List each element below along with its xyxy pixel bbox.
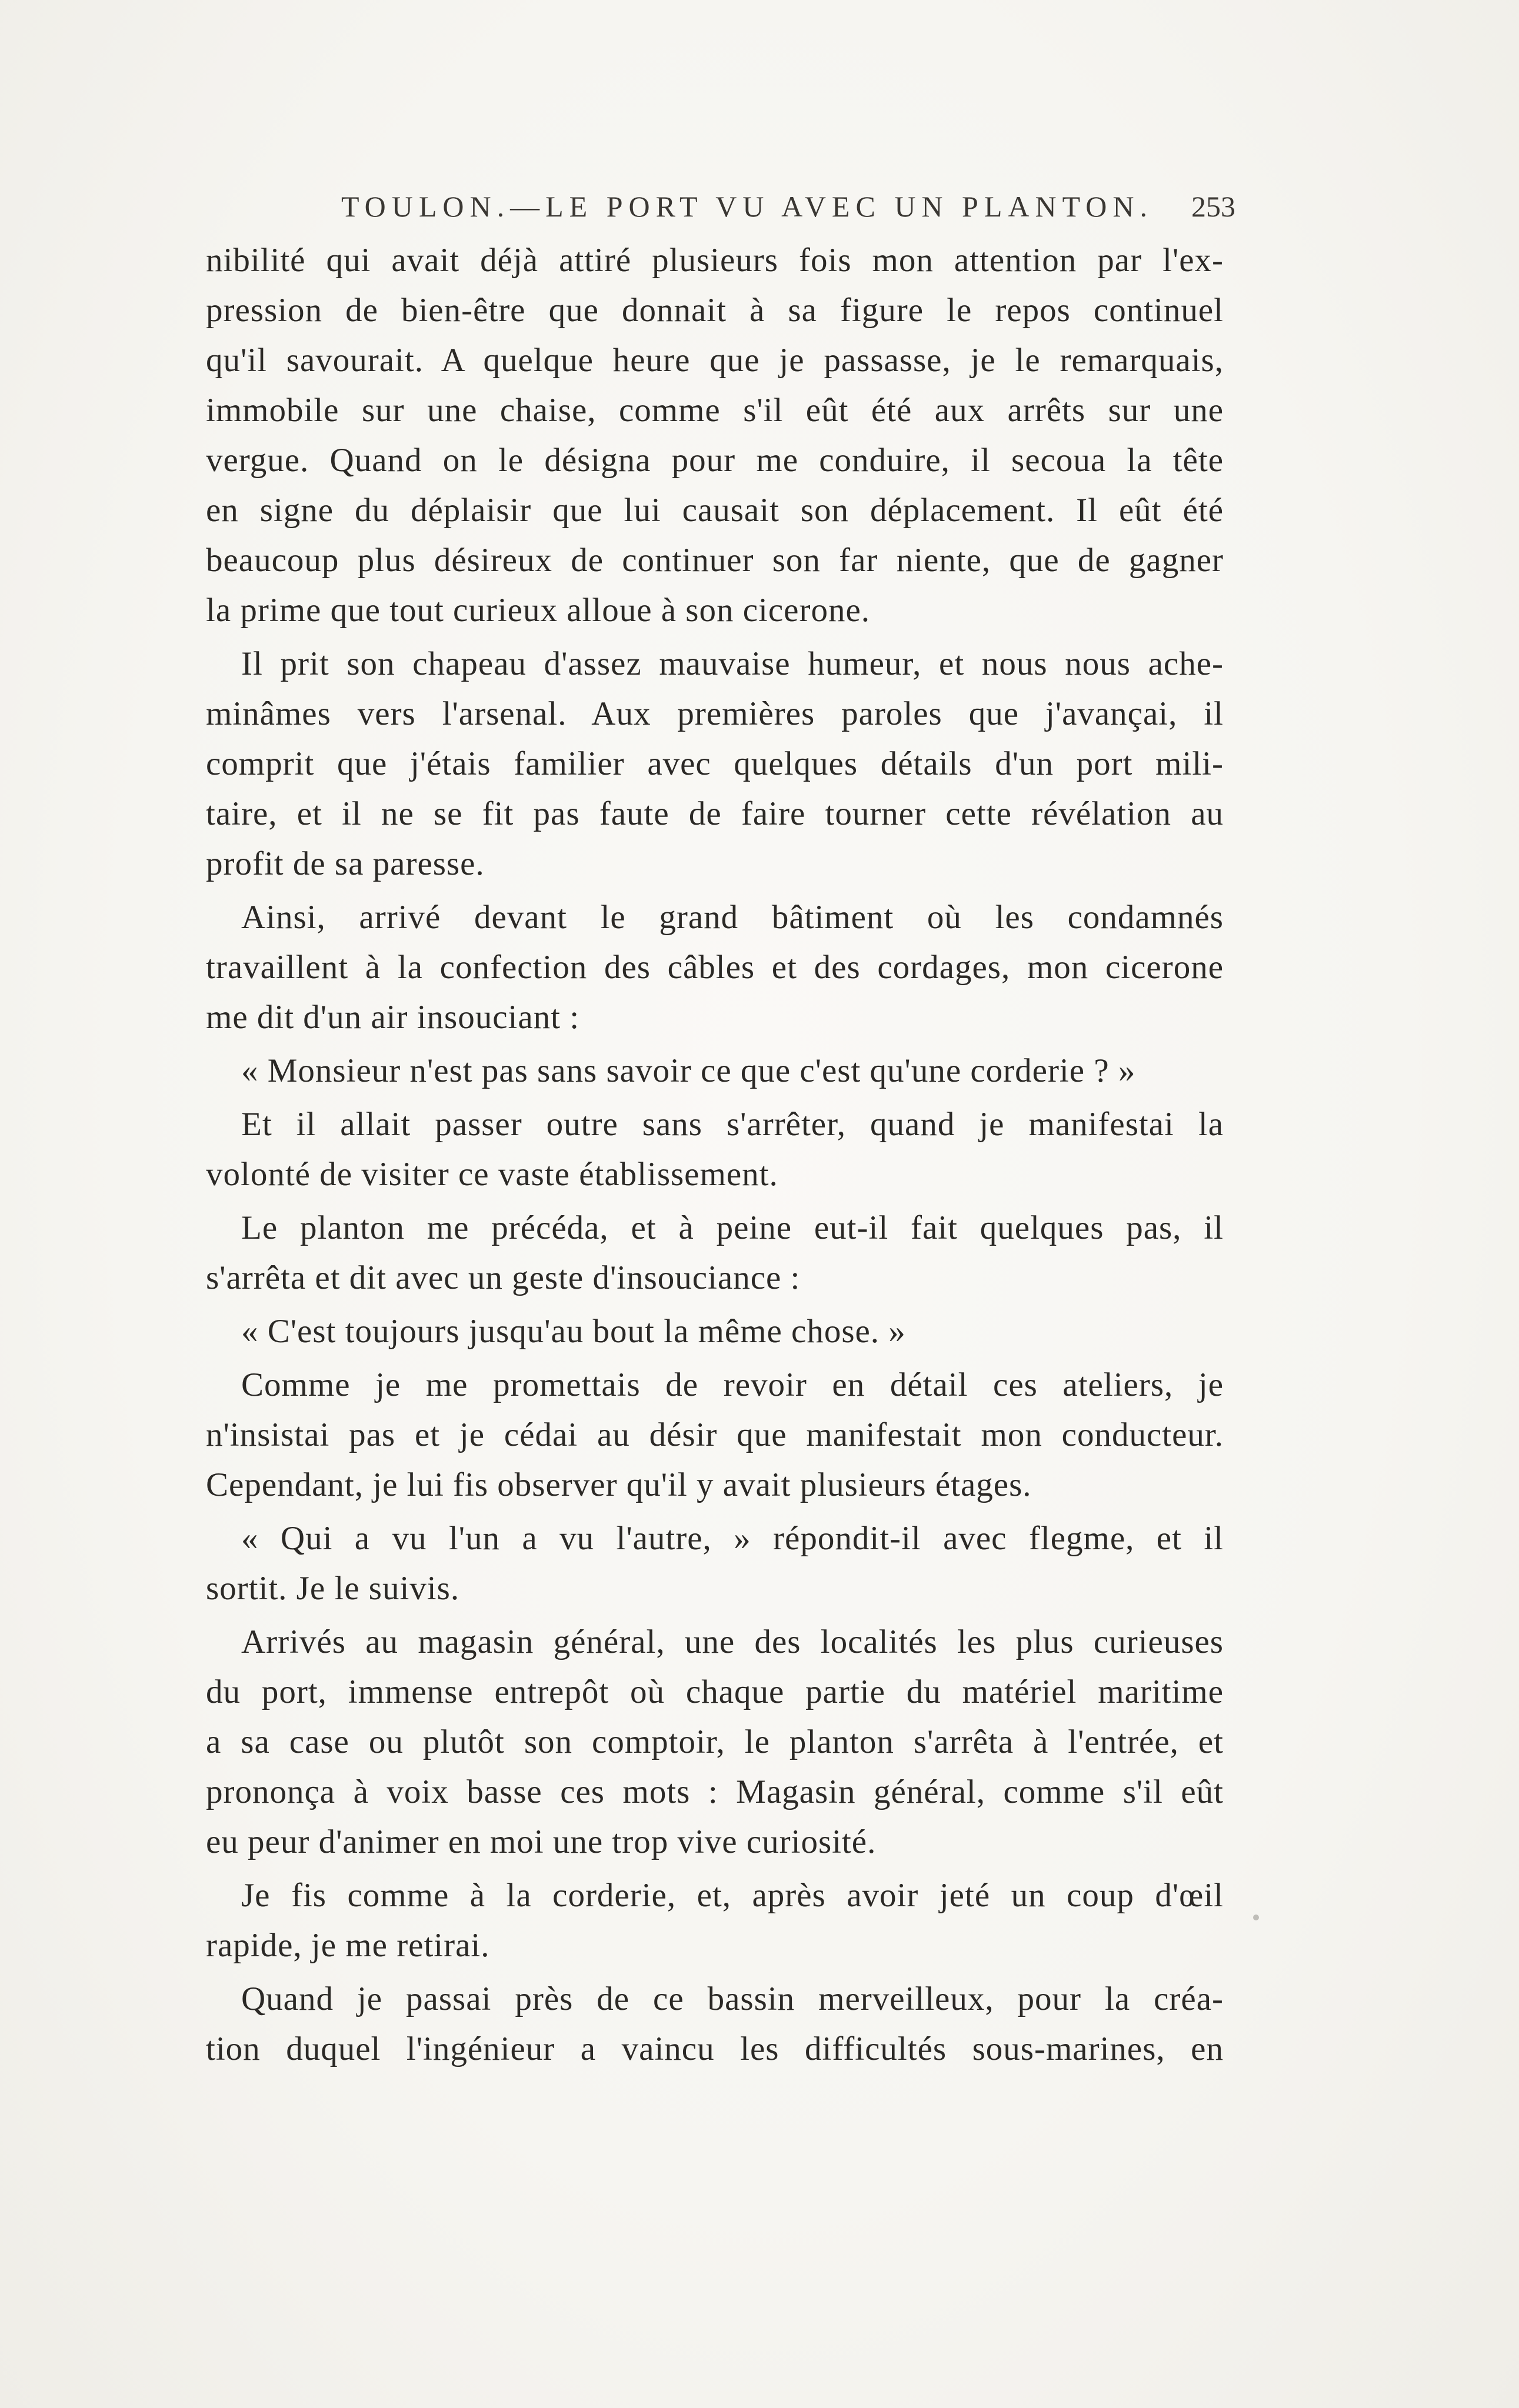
text-line: Comme je me promettais de revoir en détail ces ateliers, je <box>241 1366 1224 1403</box>
text-line: s'arrêta et dit avec un geste d'insouciance : <box>206 1259 801 1296</box>
text-line: « Qui a vu l'un a vu l'autre, » répondit-il avec flegme, et il <box>241 1520 1224 1557</box>
text-line: comprit que j'étais familier avec quelques détails d'un port mili- <box>206 745 1224 782</box>
text-line: beaucoup plus désireux de continuer son far niente, que de gagner <box>206 542 1224 579</box>
text-line: vergue. Quand on le désigna pour me conduire, il secoua la tête <box>206 442 1224 479</box>
running-head: TOULON.—LE PORT VU AVEC UN PLANTON. <box>341 190 1153 223</box>
text-line: Et il allait passer outre sans s'arrêter, quand je manifestai la <box>241 1106 1224 1143</box>
body-text <box>206 235 1224 2074</box>
text-line: en signe du déplaisir que lui causait son déplacement. Il eût été <box>206 492 1224 529</box>
text-line: « Monsieur n'est pas sans savoir ce que c'est qu'une corderie ? » <box>241 1052 1136 1089</box>
text-line: nibilité qui avait déjà attiré plusieurs fois mon attention par l'ex- <box>206 242 1224 279</box>
text-line: Ainsi, arrivé devant le grand bâtiment où les condamnés <box>241 899 1224 936</box>
text-line: tion duquel l'ingénieur a vaincu les difficultés sous-marines, en <box>206 2030 1224 2067</box>
text-line: profit de sa paresse. <box>206 845 485 882</box>
text-line: du port, immense entrepôt où chaque partie du matériel maritime <box>206 1673 1224 1710</box>
text-line: n'insistai pas et je cédai au désir que manifestait mon conducteur. <box>206 1416 1224 1453</box>
text-line: Il prit son chapeau d'assez mauvaise humeur, et nous nous ache- <box>241 645 1224 682</box>
text-line: prononça à voix basse ces mots : Magasin général, comme s'il eût <box>206 1773 1224 1810</box>
text-line: « C'est toujours jusqu'au bout la même chose. » <box>241 1313 906 1350</box>
page-header <box>206 189 1235 242</box>
text-line: a sa case ou plutôt son comptoir, le planton s'arrêta à l'entrée, et <box>206 1723 1224 1760</box>
paper-blemish <box>1253 1915 1259 1920</box>
text-line: travaillent à la confection des câbles et des cordages, mon cicerone <box>206 949 1224 986</box>
text-line: Je fis comme à la corderie, et, après avoir jeté un coup d'œil <box>241 1877 1224 1914</box>
text-line: Quand je passai près de ce bassin merveilleux, pour la créa- <box>241 1980 1224 2017</box>
text-line: taire, et il ne se fit pas faute de faire tourner cette révélation au <box>206 795 1224 832</box>
text-line: eu peur d'animer en moi une trop vive curiosité. <box>206 1823 877 1860</box>
text-line: Le planton me précéda, et à peine eut-il fait quelques pas, il <box>241 1209 1224 1246</box>
text-line: Cependant, je lui fis observer qu'il y avait plusieurs étages. <box>206 1466 1032 1503</box>
text-line: la prime que tout curieux alloue à son cicerone. <box>206 592 870 629</box>
text-line: qu'il savourait. A quelque heure que je passasse, je le remarquais, <box>206 342 1224 379</box>
text-line: Arrivés au magasin général, une des localités les plus curieuses <box>241 1623 1224 1660</box>
text-line: pression de bien-être que donnait à sa figure le repos continuel <box>206 292 1224 329</box>
text-line: sortit. Je le suivis. <box>206 1570 460 1607</box>
text-line: me dit d'un air insouciant : <box>206 999 580 1036</box>
text-line: minâmes vers l'arsenal. Aux premières paroles que j'avançai, il <box>206 695 1224 732</box>
text-line: immobile sur une chaise, comme s'il eût été aux arrêts sur une <box>206 392 1224 429</box>
text-line: volonté de visiter ce vaste établissement. <box>206 1156 778 1193</box>
text-line: rapide, je me retirai. <box>206 1927 490 1964</box>
page-number: 253 <box>1191 190 1235 223</box>
